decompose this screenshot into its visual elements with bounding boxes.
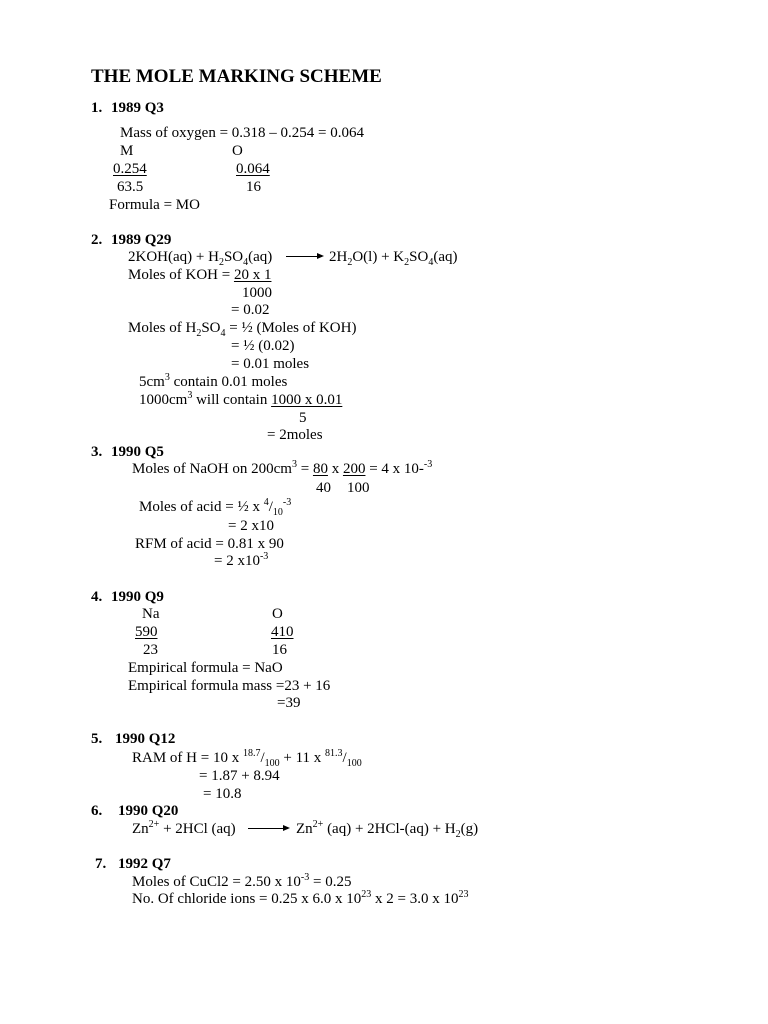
q1-heading: 1989 Q3 <box>111 100 164 116</box>
q5-number: 5. <box>91 731 103 747</box>
q4-o-numerator: 410 <box>271 624 294 640</box>
q1-formula: Formula = MO <box>109 197 200 213</box>
q4-heading: 1990 Q9 <box>111 589 164 605</box>
q4-mass-result: =39 <box>277 695 301 711</box>
q5-heading: 1990 Q12 <box>115 731 176 747</box>
q1-m-denominator: 63.5 <box>117 179 144 195</box>
q4-empirical-formula: Empirical formula = NaO <box>128 660 283 676</box>
q1-label-m: M <box>120 143 134 159</box>
q2-equation-left: $2KOH(aq) + H_2SO_4(aq)$ <box>128 249 273 268</box>
q2-koh-denominator: 1000 <box>242 285 272 301</box>
q7-chloride-line: No. Of chloride ions = 0.25 x 6.0 x $10^{23}$ x 2 = 3.0 x $10^{23}$ <box>132 889 469 907</box>
q4-label-o: O <box>272 606 283 622</box>
q1-label-o: O <box>232 143 243 159</box>
q6-number: 6. <box>91 803 103 819</box>
q1-o-denominator: 16 <box>246 179 261 195</box>
q3-rfm-result: = 2 $x10^{-3}$ <box>214 551 269 569</box>
q4-label-na: Na <box>142 606 160 622</box>
q7-heading: 1992 Q7 <box>118 856 171 872</box>
q2-h2so4-line: Moles of $H_2SO_4$ = ½ (Moles of KOH) <box>128 320 357 339</box>
q5-result: = 10.8 <box>203 786 242 802</box>
q4-na-numerator: 590 <box>135 624 158 640</box>
q3-denominator-1: 40 <box>316 480 331 496</box>
q2-h2so4-line-2: = ½ (0.02) <box>231 338 295 354</box>
reaction-arrow-icon <box>286 256 322 257</box>
q3-acid-line: Moles of acid = ½ x $^4/_{10}^{-3}$ <box>139 497 292 518</box>
q3-denominator-2: 100 <box>347 480 370 496</box>
q2-koh-result: = 0.02 <box>231 302 270 318</box>
q7-cucl2-line: Moles of CuCl2 = 2.50 x $10^{-3} = 0.25$ <box>132 872 352 890</box>
q5-sum-line: = 1.87 + 8.94 <box>199 768 280 784</box>
page-title: THE MOLE MARKING SCHEME <box>91 66 382 87</box>
q4-o-denominator: 16 <box>272 642 287 658</box>
q3-acid-result: = 2 x10 <box>228 518 274 534</box>
q2-contain-line: $5cm^3$ contain 0.01 moles <box>139 372 288 390</box>
q3-heading: 1990 Q5 <box>111 444 164 460</box>
q6-equation-left: $Zn^{2+} + 2HCl$ (aq) <box>132 819 236 837</box>
reaction-arrow-icon <box>248 828 288 829</box>
q5-ram-line: RAM of H = 10 x $^{18.7}/_{100} + 11$ x $^{81.3}/_{100}$ <box>132 748 362 769</box>
q1-o-numerator: 0.064 <box>236 161 270 177</box>
q1-number: 1. <box>91 100 103 116</box>
q2-number: 2. <box>91 232 103 248</box>
q2-final-result: = 2moles <box>267 427 323 443</box>
q3-naoh-line: Moles of NaOH on $200cm^3 = 80$ x 200 = 4 x 10-$^{-3}$ <box>132 459 433 477</box>
q2-koh-line: Moles of KOH = 20 x 1 <box>128 267 272 283</box>
q3-number: 3. <box>91 444 103 460</box>
q6-heading: 1990 Q20 <box>118 803 179 819</box>
q2-will-contain-line: $1000cm^3$ will contain 1000 x 0.01 <box>139 390 343 408</box>
q6-equation-right: $Zn^{2+}$ $(aq) + 2HCl-(aq) + H_2(g)$ <box>296 819 479 840</box>
q2-will-contain-denominator: 5 <box>299 410 307 426</box>
q1-line-oxygen-mass: Mass of oxygen = 0.318 – 0.254 = 0.064 <box>120 125 364 141</box>
q7-number: 7. <box>95 856 107 872</box>
q4-empirical-formula-mass: Empirical formula mass =23 + 16 <box>128 678 331 694</box>
q4-number: 4. <box>91 589 103 605</box>
q3-rfm-line: RFM of acid = 0.81 x 90 <box>135 536 284 552</box>
q2-equation-right: $2H_2O(l) + K_2SO_4(aq)$ <box>329 249 458 268</box>
q2-h2so4-line-3: = 0.01 moles <box>231 356 310 372</box>
q4-na-denominator: 23 <box>143 642 158 658</box>
q1-m-numerator: 0.254 <box>113 161 147 177</box>
q2-heading: 1989 Q29 <box>111 232 172 248</box>
